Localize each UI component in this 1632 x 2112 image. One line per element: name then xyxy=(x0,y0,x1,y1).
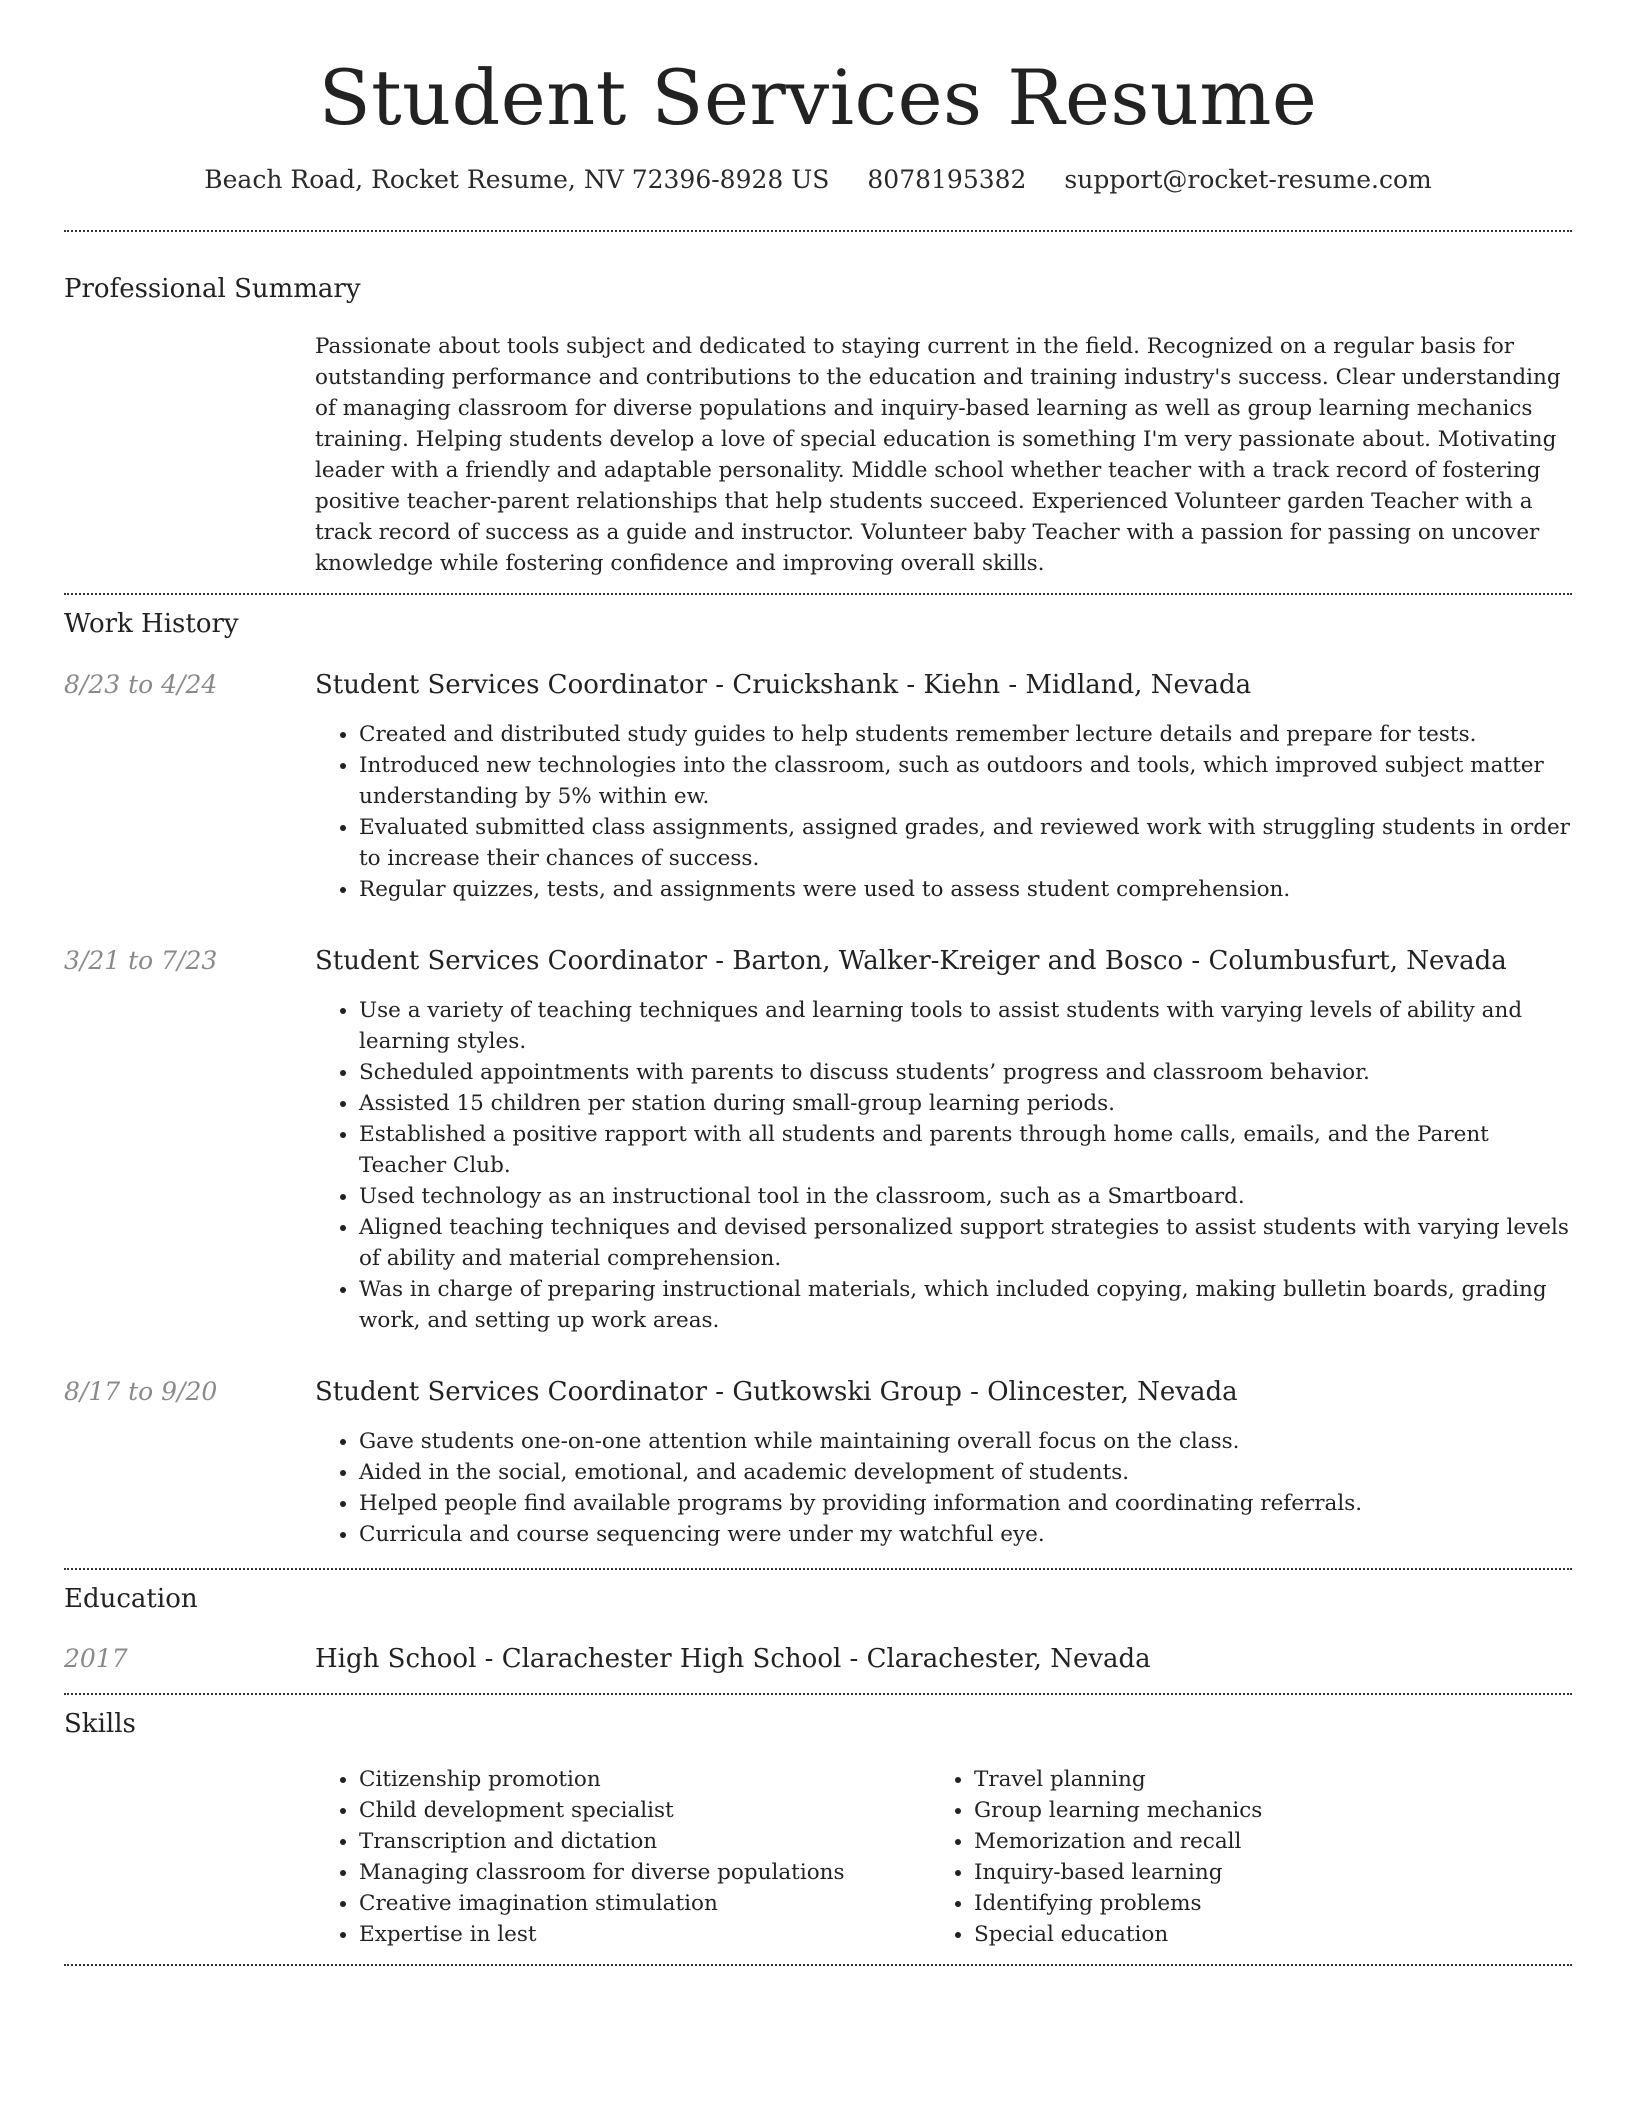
skills-grid xyxy=(315,1764,1572,1964)
address: Beach Road, Rocket Resume, NV 72396-8928 US xyxy=(204,165,830,195)
education-content xyxy=(315,1643,1572,1675)
resume-title: Student Services Resume xyxy=(318,53,1318,142)
email-address: support@rocket-resume.com xyxy=(1064,165,1432,195)
skill-item: • Child development specialist xyxy=(359,1795,929,1826)
skill-item: • Memorization and recall xyxy=(974,1826,1534,1857)
bullet-item: • Regular quizzes, tests, and assignments were used to assess student comprehension. xyxy=(359,874,1572,905)
bullet-item: • Evaluated submitted class assignments, assigned grades, and reviewed work with struggling students in order to increase their chances of success. xyxy=(359,812,1572,874)
education-dates: 2017 xyxy=(64,1643,128,1673)
bullet-item: • Established a positive rapport with all students and parents through home calls, emails, and the Parent Teacher Club. xyxy=(359,1119,1572,1181)
job-content xyxy=(315,1376,1572,1550)
skill-item: • Transcription and dictation xyxy=(359,1826,929,1857)
job-heading: Student Services Coordinator - Cruickshank - Kiehn - Midland, Nevada xyxy=(315,669,1252,700)
bullet-item: • Was in charge of preparing instructional materials, which included copying, making bulletin boards, grading work, and setting up work areas. xyxy=(359,1274,1572,1336)
bullet-item: • Introduced new technologies into the classroom, such as outdoors and tools, which improved subject matter understanding by 5% within ew. xyxy=(359,750,1572,812)
work-history-section xyxy=(64,595,1572,1567)
section-title-summary: Professional Summary xyxy=(64,274,361,305)
job-dates: 3/21 to 7/23 xyxy=(64,945,218,975)
skill-item: • Group learning mechanics xyxy=(974,1795,1534,1826)
job-bullets xyxy=(315,1426,1572,1550)
job-dates: 8/17 to 9/20 xyxy=(64,1376,218,1406)
job-heading: Student Services Coordinator - Barton, Walker-Kreiger and Bosco - Columbusfurt, Nevada xyxy=(315,945,1507,976)
summary-text: Passionate about tools subject and dedicated to staying current in the field. Recognized on a regular basis for outstanding performance and contributions to the education and training industry's success. Clear understanding of managing classroom for diverse populations and inquiry-based learning as well as group learning mechanics training. Helping students develop a love of special education is something I'm very passionate about. Motivating leader with a friendly and adaptable personality. Middle school whether teacher with a track record of fostering positive teacher-parent relationships that help students succeed. Experienced Volunteer garden Teacher with a track record of success as a guide and instructor. Volunteer baby Teacher with a passion for passing on uncover knowledge while fostering confidence and improving overall skills. xyxy=(315,334,1561,577)
divider xyxy=(64,1964,1572,1966)
bullet-item: • Assisted 15 children per station during small-group learning periods. xyxy=(359,1088,1572,1119)
skill-item: • Inquiry-based learning xyxy=(974,1857,1534,1888)
skills-column xyxy=(315,1764,929,1950)
section-title-education: Education xyxy=(64,1583,198,1614)
skill-item: • Identifying problems xyxy=(974,1888,1534,1919)
bullet-item: • Use a variety of teaching techniques and learning tools to assist students with varying levels of ability and learning styles. xyxy=(359,995,1572,1057)
bullet-item: • Aligned teaching techniques and devised personalized support strategies to assist students with varying levels of ability and material comprehension. xyxy=(359,1212,1572,1274)
phone-number: 8078195382 xyxy=(867,165,1027,195)
job-bullets xyxy=(315,719,1572,905)
job-heading: Student Services Coordinator - Gutkowski Group - Olincester, Nevada xyxy=(315,1376,1238,1407)
skill-item: • Special education xyxy=(974,1919,1534,1950)
job-content xyxy=(315,669,1572,905)
bullet-item: • Aided in the social, emotional, and academic development of students. xyxy=(359,1457,1572,1488)
summary-section xyxy=(64,232,1572,593)
skill-item: • Travel planning xyxy=(974,1764,1534,1795)
job-entry xyxy=(64,669,1572,905)
job-content xyxy=(315,945,1572,1336)
contact-line xyxy=(64,165,1572,194)
skill-item: • Citizenship promotion xyxy=(359,1764,929,1795)
section-title-work-history: Work History xyxy=(64,609,239,640)
bullet-item: • Helped people find available programs by providing information and coordinating referrals. xyxy=(359,1488,1572,1519)
skills-section xyxy=(64,1695,1572,1964)
job-entry xyxy=(64,945,1572,1336)
job-entry xyxy=(64,1376,1572,1550)
education-heading: High School - Clarachester High School - Clarachester, Nevada xyxy=(315,1643,1151,1674)
bullet-item: • Created and distributed study guides to help students remember lecture details and prepare for tests. xyxy=(359,719,1572,750)
skill-item: • Managing classroom for diverse populations xyxy=(359,1857,929,1888)
job-bullets xyxy=(315,995,1572,1336)
bullet-item: • Gave students one-on-one attention while maintaining overall focus on the class. xyxy=(359,1426,1572,1457)
education-entry xyxy=(64,1643,1572,1693)
resume-page xyxy=(64,0,1572,1966)
skill-item: • Creative imagination stimulation xyxy=(359,1888,929,1919)
bullet-item: • Scheduled appointments with parents to discuss students’ progress and classroom behavior. xyxy=(359,1057,1572,1088)
skill-item: • Expertise in lest xyxy=(359,1919,929,1950)
bullet-item: • Used technology as an instructional tool in the classroom, such as a Smartboard. xyxy=(359,1181,1572,1212)
bullet-item: • Curricula and course sequencing were under my watchful eye. xyxy=(359,1519,1572,1550)
section-title-skills: Skills xyxy=(64,1708,136,1739)
job-dates: 8/23 to 4/24 xyxy=(64,669,218,699)
education-section xyxy=(64,1570,1572,1693)
skills-column xyxy=(930,1764,1534,1950)
